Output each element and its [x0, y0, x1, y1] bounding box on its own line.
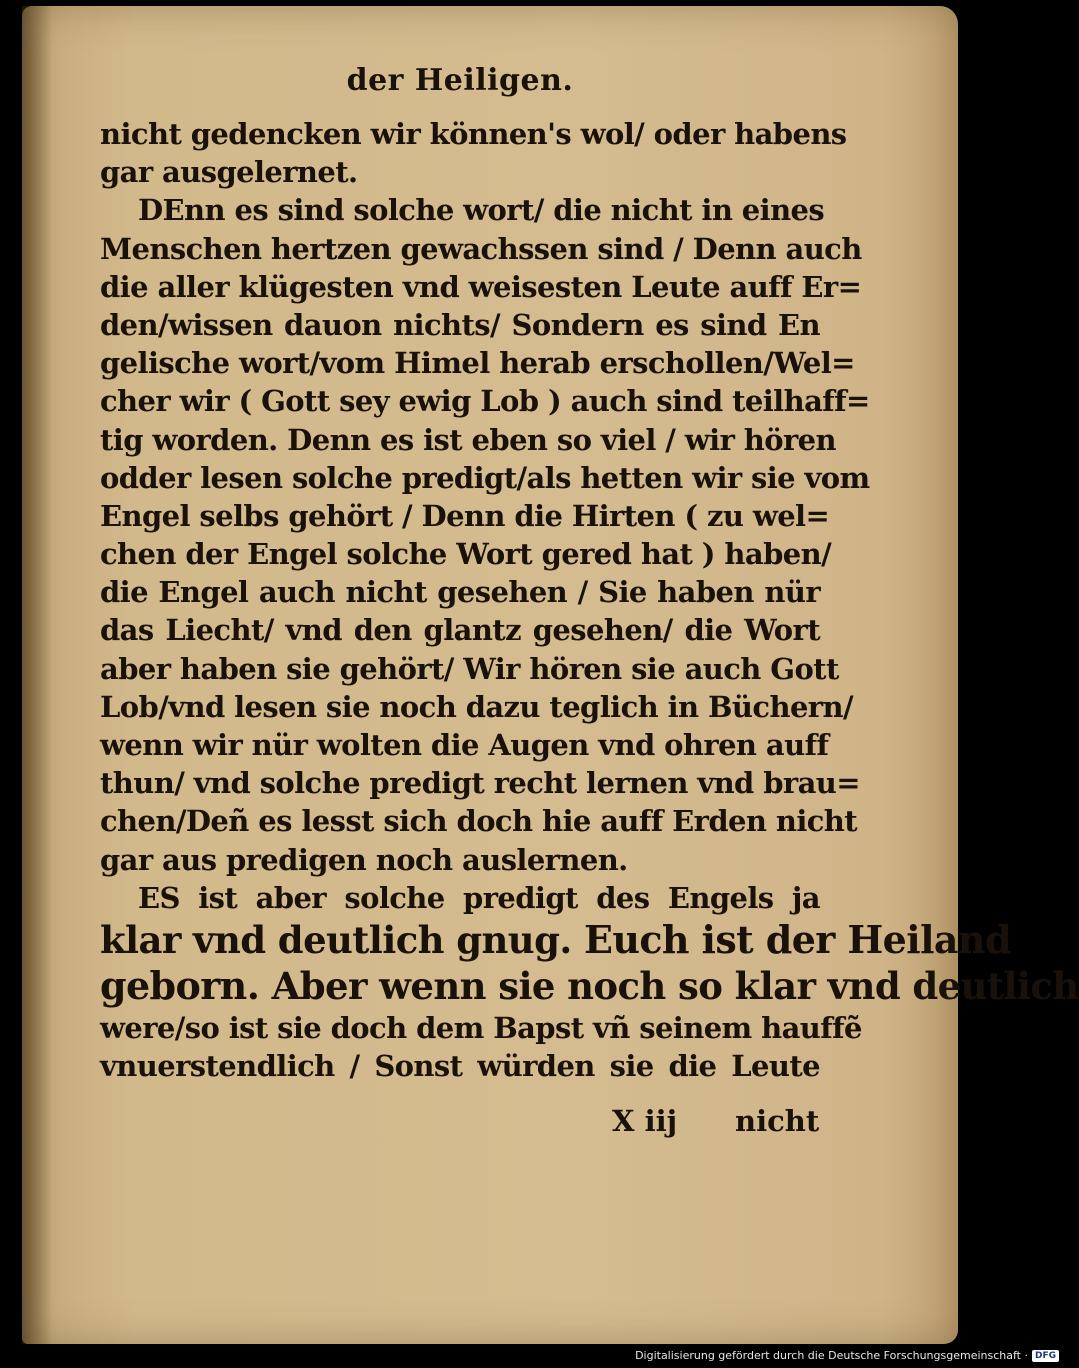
emphasis-line-suffix: Aber wenn sie noch so klar vnd deutlich	[271, 963, 1079, 1008]
text-line: chen/Deñ es lesst sich doch hie auff Erden nicht	[100, 804, 858, 839]
text-line: das Liecht/ vnd den glantz gesehen/ die Wort	[100, 613, 820, 648]
text-line: die Engel auch nicht gesehen / Sie haben nür	[100, 575, 820, 610]
emphasis-line	[100, 916, 1011, 963]
text-line: gelische wort/vom Himel herab erschollen/Wel=	[100, 346, 855, 381]
text-line: die aller klügesten vnd weisesten Leute auff Er=	[100, 269, 862, 304]
emphasis-heading-text: geborn.	[100, 962, 260, 1008]
text-line: odder lesen solche predigt/als hetten wir sie vom	[100, 460, 870, 495]
emphasis-line-prefix: klar vnd deutlich gnug.	[100, 917, 572, 962]
emphasis-heading-text: Euch ist der Heiland	[583, 916, 1011, 962]
text-line: were/so ist sie doch dem Bapst vñ seinem hauffẽ	[100, 1010, 862, 1045]
text-line: Lob/vnd lesen sie noch dazu teglich in Büchern/	[100, 689, 853, 724]
text-line: gar aus predigen noch auslernen.	[100, 842, 628, 877]
text-line: ES ist aber solche predigt des Engels ja	[138, 880, 820, 915]
text-line: cher wir ( Gott sey ewig Lob ) auch sind teilhaff=	[100, 384, 870, 419]
text-line: gar ausgelernet.	[100, 155, 358, 190]
page-gutter-shadow	[22, 6, 52, 1344]
signature-mark: X iij	[612, 1104, 678, 1138]
catchword: nicht	[735, 1104, 820, 1138]
text-line: vnuerstendlich / Sonst würden sie die Leute	[100, 1049, 820, 1084]
text-line: wenn wir nür wolten die Augen vnd ohren auff	[100, 728, 829, 762]
digitization-footer	[635, 1349, 1059, 1362]
emphasis-line	[100, 962, 1079, 1009]
dfg-logo: DFG	[1032, 1350, 1059, 1362]
text-line: Engel selbs gehört / Denn die Hirten ( zu wel=	[100, 498, 830, 533]
text-line: chen der Engel solche Wort gered hat ) haben/	[100, 537, 832, 572]
text-line: den/wissen dauon nichts/ Sondern es sind En	[100, 307, 820, 342]
footer-credit: Digitalisierung gefördert durch die Deutsche Forschungsgemeinschaft ·	[635, 1349, 1028, 1362]
page-text-block	[100, 55, 1079, 1085]
text-line: nicht gedencken wir können's wol/ oder habens	[100, 117, 847, 151]
text-line: tig worden. Denn es ist eben so viel / wir hören	[100, 422, 836, 457]
running-head: der Heiligen.	[346, 63, 574, 98]
text-line: thun/ vnd solche predigt recht lernen vnd brau=	[100, 766, 860, 801]
text-line: Menschen hertzen gewachssen sind / Denn auch	[100, 231, 862, 266]
text-line: DEnn es sind solche wort/ die nicht in eines	[138, 193, 825, 228]
body-lines	[100, 115, 1079, 1085]
text-line: aber haben sie gehört/ Wir hören sie auch Gott	[100, 651, 839, 686]
